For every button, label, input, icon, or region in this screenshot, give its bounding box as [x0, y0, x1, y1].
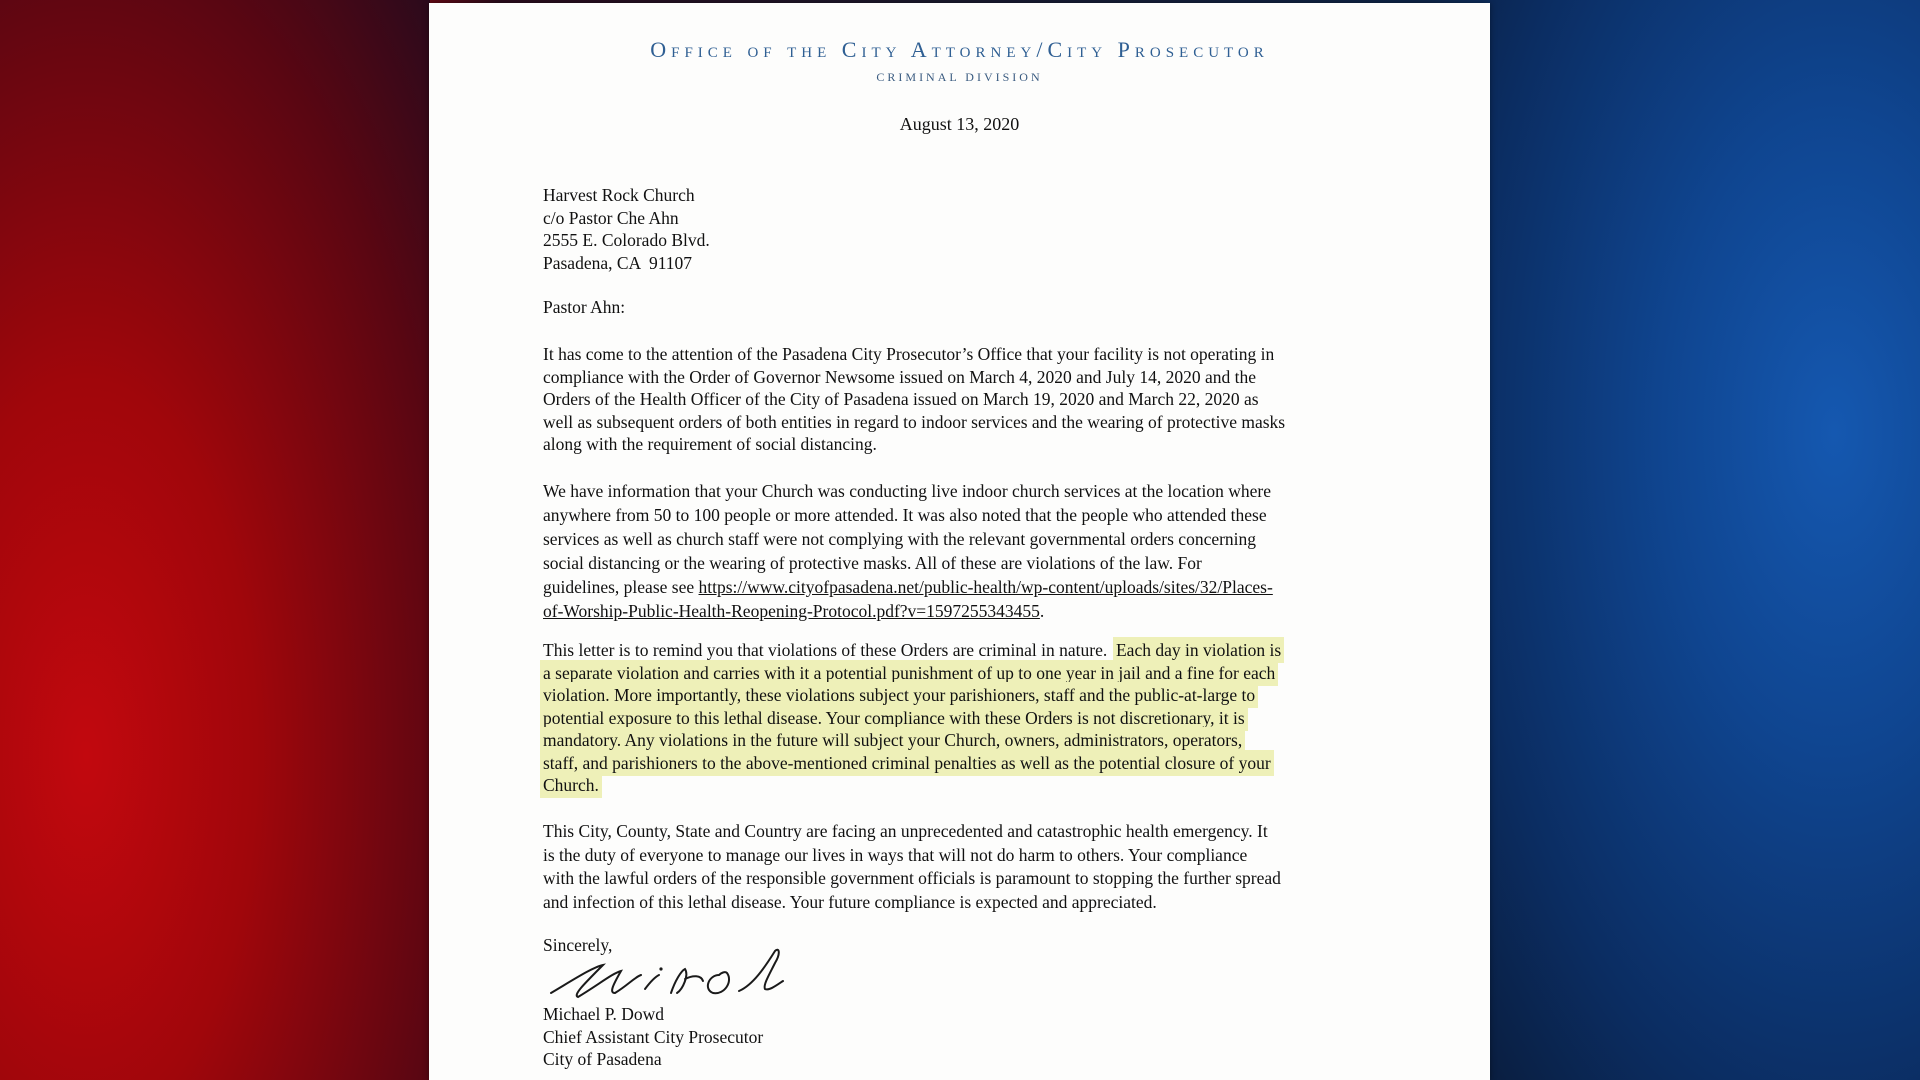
highlighted-text: mandatory. Any violations in the future will subject your Church, owners, administrators, operators, [543, 730, 1243, 750]
paragraph-line: services as well as church staff were not complying with the relevant governmental orders concerning [543, 529, 1257, 549]
letter-page [429, 3, 1490, 1080]
paragraph-line [543, 774, 1393, 797]
salutation: Pastor Ahn: [543, 297, 626, 317]
recipient-line: Pasadena, CA 91107 [543, 252, 693, 273]
signer-org: City of Pasadena [543, 1049, 662, 1069]
paragraph-line: social distancing or the wearing of protective masks. All of these are violations of the law. For [543, 553, 1202, 573]
paragraph-line: is the duty of everyone to manage our lives in ways that will not do harm to others. Your compliance [543, 844, 1248, 865]
recipient-line: Harvest Rock Church [543, 185, 695, 205]
paragraph-line [543, 707, 1393, 730]
paragraph-line: with the lawful orders of the responsible government officials is paramount to stopping the further spread [543, 868, 1281, 888]
paragraph-3 [543, 639, 1393, 797]
highlighted-text: violation. More importantly, these violations subject your parishioners, staff and the public-at-large to [543, 685, 1256, 705]
closing: Sincerely, [543, 935, 613, 955]
paragraph-line: It has come to the attention of the Pasadena City Prosecutor’s Office that your facility is not operating in [543, 344, 1275, 364]
guidelines-text: guidelines, please see [543, 577, 699, 597]
signer-title: Chief Assistant City Prosecutor [543, 1026, 764, 1047]
paragraph-line: This City, County, State and Country are facing an unprecedented and catastrophic health emergency. It [543, 821, 1268, 841]
paragraph-line [543, 599, 1393, 623]
paragraph-line: We have information that your Church was conducting live indoor church services at the location where [543, 481, 1272, 501]
background-red-panel [0, 0, 430, 1080]
recipient-line: c/o Pastor Che Ahn [543, 207, 679, 228]
paragraph-line: well as subsequent orders of both entities in regard to indoor services and the wearing of protective masks [543, 411, 1286, 432]
letterhead-office: Office of the City Attorney/City Prosecutor [650, 37, 1269, 62]
paragraph-4 [543, 820, 1393, 914]
letterhead-division: CRIMINAL DIVISION [876, 70, 1043, 84]
paragraph-line: compliance with the Order of Governor Newsome issued on March 4, 2020 and July 14, 2020 and the [543, 366, 1256, 387]
signer-name: Michael P. Dowd [543, 1004, 665, 1024]
highlighted-text: potential exposure to this lethal disease. Your compliance with these Orders is not discretionary, it is [543, 707, 1245, 728]
letter-date: August 13, 2020 [899, 114, 1020, 134]
guidelines-period: . [1039, 601, 1045, 621]
guidelines-link[interactable]: https://www.cityofpasadena.net/public-health/wp-content/uploads/sites/32/Places- [698, 577, 1273, 597]
paragraph-2 [543, 479, 1393, 623]
recipient-line: 2555 E. Colorado Blvd. [543, 230, 710, 250]
paragraph-line [543, 639, 1393, 662]
paragraph-1 [543, 343, 1393, 456]
highlighted-text: Each day in violation is [1115, 640, 1282, 660]
paragraph-line: Orders of the Health Officer of the City of Pasadena issued on March 19, 2020 and March 22, 2020 as [543, 389, 1259, 409]
paragraph-line [543, 752, 1393, 775]
signer-block [543, 1003, 1393, 1071]
paragraph-line [543, 684, 1393, 707]
paragraph-line: along with the requirement of social distancing. [543, 434, 877, 454]
signature-image [543, 945, 803, 1005]
highlighted-text: Church. [543, 775, 599, 795]
paragraph-line [543, 729, 1393, 752]
paragraph-line: and infection of this lethal disease. Your future compliance is expected and appreciated. [543, 891, 1157, 912]
guidelines-link-continued[interactable]: of-Worship-Public-Health-Reopening-Protocol.pdf?v=1597255343455 [543, 601, 1040, 621]
paragraph-line [543, 575, 1393, 599]
recipient-address [543, 184, 1393, 274]
background-blue-panel [1490, 0, 1920, 1080]
highlighted-text: a separate violation and carries with it a potential punishment of up to one year in jail and a fine for each [543, 662, 1276, 683]
paragraph-line [543, 662, 1393, 685]
highlighted-text: staff, and parishioners to the above-mentioned criminal penalties as well as the potential closure of your [543, 752, 1271, 773]
paragraph-text: This letter is to remind you that violations of these Orders are criminal in nature. [543, 640, 1116, 660]
paragraph-line: anywhere from 50 to 100 people or more attended. It was also noted that the people who attended these [543, 505, 1267, 525]
